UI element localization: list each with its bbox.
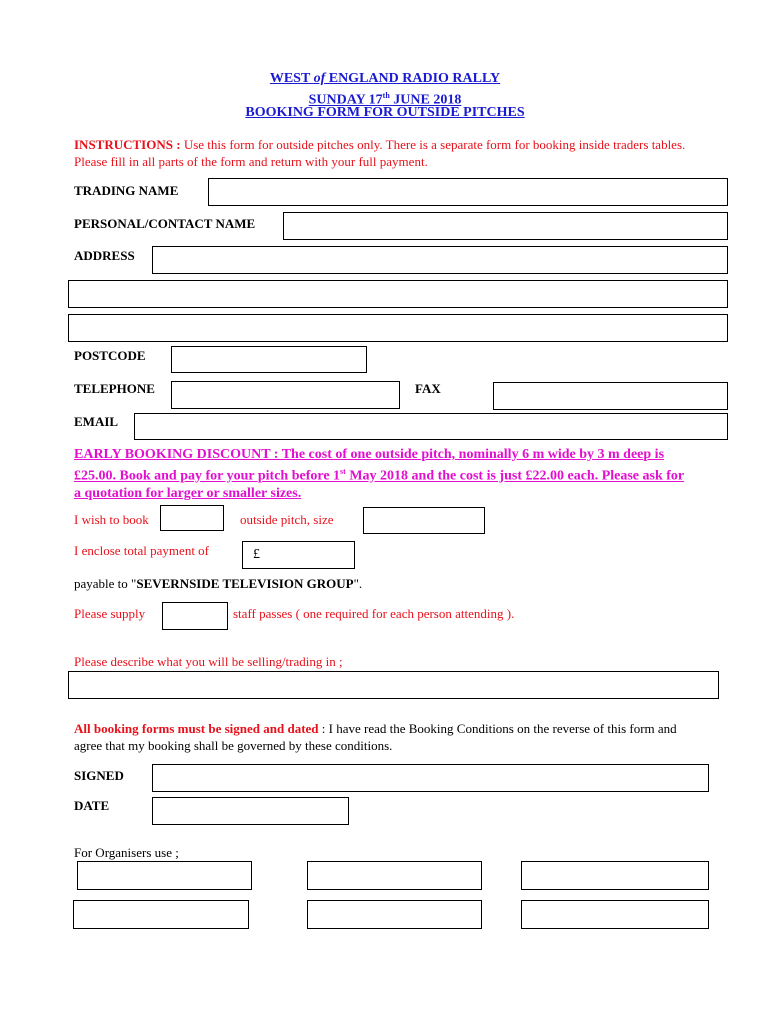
payee-name: SEVERNSIDE TELEVISION GROUP (136, 576, 354, 591)
staff-passes-field[interactable] (162, 602, 228, 630)
postcode-field[interactable] (171, 346, 367, 373)
organiser-field-3[interactable] (521, 861, 709, 890)
contact-name-field[interactable] (283, 212, 728, 240)
selling-label: Please describe what you will be selling/trading in ; (74, 654, 343, 669)
signature-notice-bold: All booking forms must be signed and dated (74, 721, 319, 736)
payment-field[interactable] (242, 541, 355, 569)
email-label: EMAIL (74, 414, 119, 429)
contact-name-label: PERSONAL/CONTACT NAME (74, 216, 256, 231)
title-of: of (313, 71, 326, 86)
organiser-field-2[interactable] (307, 861, 482, 890)
postcode-label: POSTCODE (74, 348, 146, 363)
date-field[interactable] (152, 797, 349, 825)
address-field-1[interactable] (152, 246, 728, 274)
signature-notice-text: : I have read the Booking Conditions on the reverse of this form and agree that my booking shall be governed by these conditions. (74, 721, 677, 753)
instructions-text: Use this form for outside pitches only. There is a separate form for booking inside traders tables. Please fill in all parts of the form and return with your full payment. (74, 137, 686, 169)
selling-field[interactable] (68, 671, 719, 699)
email-field[interactable] (134, 413, 728, 440)
pound-sign: £ (253, 547, 260, 562)
pitch-quantity-field[interactable] (160, 505, 224, 531)
signed-field[interactable] (152, 764, 709, 792)
organiser-field-1[interactable] (77, 861, 252, 890)
organisers-label: For Organisers use ; (74, 845, 179, 860)
fax-label: FAX (415, 381, 441, 396)
pitch-size-field[interactable] (363, 507, 485, 534)
staff-passes-label: staff passes ( one required for each person attending ). (233, 606, 515, 621)
signature-notice (74, 720, 694, 754)
payment-label: I enclose total payment of (74, 543, 210, 558)
organiser-field-6[interactable] (521, 900, 709, 929)
trading-name-field[interactable] (208, 178, 728, 206)
payable-to: payable to "SEVERNSIDE TELEVISION GROUP". (74, 576, 363, 591)
signed-label: SIGNED (74, 768, 124, 783)
telephone-field[interactable] (171, 381, 400, 409)
organiser-field-4[interactable] (73, 900, 249, 929)
wish-to-book-label: I wish to book (74, 512, 149, 527)
supply-label: Please supply (74, 606, 146, 621)
pitch-size-label: outside pitch, size (240, 512, 334, 527)
date-label: DATE (74, 798, 110, 813)
trading-name-label: TRADING NAME (74, 183, 179, 198)
address-label: ADDRESS (74, 248, 135, 263)
organiser-field-5[interactable] (307, 900, 482, 929)
early-booking-discount: EARLY BOOKING DISCOUNT : The cost of one outside pitch, nominally 6 m wide by 3 m deep is £25.00. Book and pay for your pitch before 1st May 2018 and the cost is just £22.00 each. Please ask for a quotation for larger or smaller sizes. (74, 447, 685, 501)
telephone-label: TELEPHONE (74, 381, 155, 396)
address-field-3[interactable] (68, 314, 728, 342)
address-field-2[interactable] (68, 280, 728, 308)
fax-field[interactable] (493, 382, 728, 410)
instructions (74, 136, 694, 170)
title-line-1: WEST of ENGLAND RADIO RALLY (269, 71, 501, 86)
title-line-3: BOOKING FORM FOR OUTSIDE PITCHES (245, 105, 525, 120)
title-line-2: SUNDAY 17th JUNE 2018 (308, 91, 462, 108)
instructions-label: INSTRUCTIONS : (74, 137, 181, 152)
